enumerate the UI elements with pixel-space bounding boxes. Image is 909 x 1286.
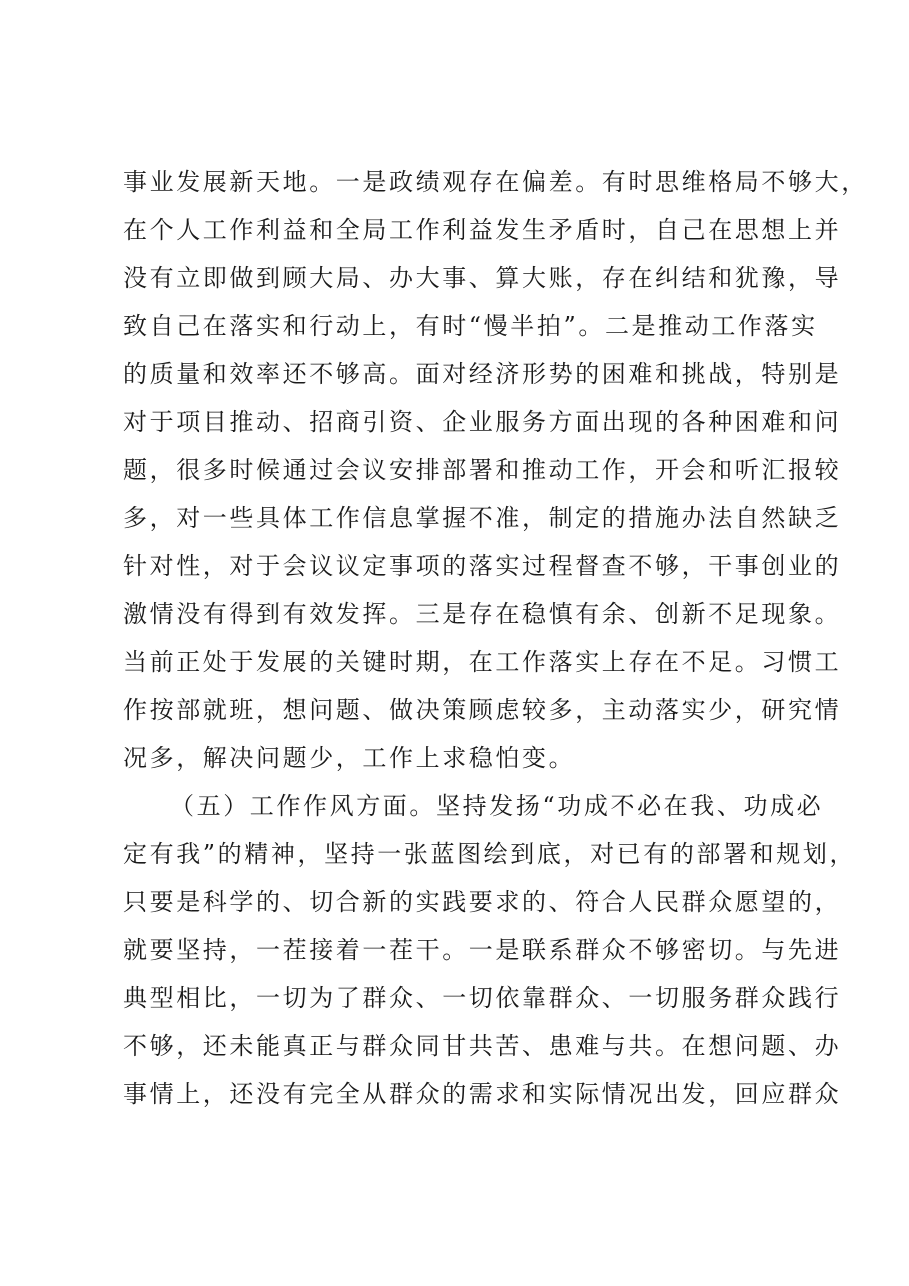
text-line: 当前正处于发展的关键时期，在工作落实上存在不足。习惯工 [123, 648, 842, 676]
text-line: 定有我”的精神，坚持一张蓝图绘到底，对已有的部署和规划， [123, 840, 857, 868]
text-line: 针对性，对于会议议定事项的落实过程督查不够，干事创业的 [123, 552, 842, 580]
text-line: 多，对一些具体工作信息掌握不准，制定的措施办法自然缺乏 [123, 504, 842, 532]
text-line: 不够，还未能真正与群众同甘共苦、患难与共。在想问题、办 [123, 1032, 842, 1060]
text-line: 事业发展新天地。一是政绩观存在偏差。有时思维格局不够大， [123, 168, 868, 196]
text-line: 典型相比，一切为了群众、一切依靠群众、一切服务群众践行 [123, 984, 842, 1012]
text-line: 对于项目推动、招商引资、企业服务方面出现的各种困难和问 [123, 408, 842, 436]
text-line: 在个人工作利益和全局工作利益发生矛盾时，自己在思想上并 [123, 216, 842, 244]
text-line: 况多，解决问题少，工作上求稳怕变。 [123, 744, 576, 772]
text-line: 致自己在落实和行动上，有时“慢半拍”。二是推动工作落实 [123, 312, 818, 340]
text-line: 事情上，还没有完全从群众的需求和实际情况出发，回应群众 [123, 1080, 842, 1108]
text-line: 激情没有得到有效发挥。三是存在稳慎有余、创新不足现象。 [123, 600, 842, 628]
section-heading-line: （五）工作作风方面。坚持发扬“功成不必在我、功成必 [170, 792, 824, 820]
text-line: 就要坚持，一茬接着一茬干。一是联系群众不够密切。与先进 [123, 936, 842, 964]
text-line: 作按部就班，想问题、做决策顾虑较多，主动落实少，研究情 [123, 696, 842, 724]
text-line: 只要是科学的、切合新的实践要求的、符合人民群众愿望的， [123, 888, 842, 916]
text-line: 没有立即做到顾大局、办大事、算大账，存在纠结和犹豫，导 [123, 264, 842, 292]
text-line: 题，很多时候通过会议安排部署和推动工作，开会和听汇报较 [123, 456, 842, 484]
text-line: 的质量和效率还不够高。面对经济形势的困难和挑战，特别是 [123, 360, 842, 388]
